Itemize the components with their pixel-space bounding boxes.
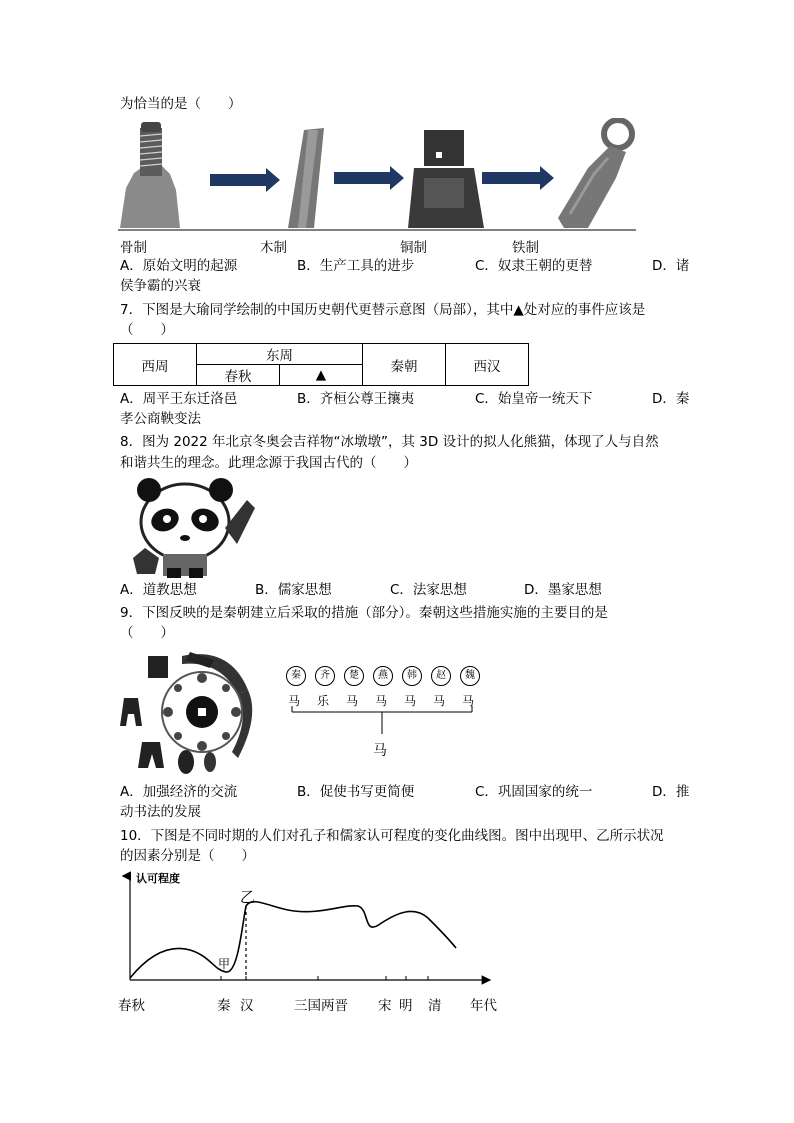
q7-option-d-wrap: 孝公商鞅变法	[120, 411, 201, 427]
bone-tool-image	[120, 122, 180, 228]
state-seal-0: 秦	[286, 666, 306, 686]
q8-option-c[interactable]: C．法家思想	[390, 582, 467, 598]
q8-option-a[interactable]: A．道教思想	[120, 582, 197, 598]
cell-triangle: ▲	[280, 365, 363, 386]
bing-dwen-dwen-mascot-image	[125, 478, 257, 578]
state-glyph-5: 马	[433, 694, 446, 708]
unified-currency-image	[120, 646, 270, 776]
q9-option-b[interactable]: B．促使书写更简便	[297, 784, 415, 800]
q6-option-c[interactable]: C．奴隶王朝的更替	[475, 258, 593, 274]
q9-stem: 9．下图反映的是秦朝建立后采取的措施（部分）。秦朝这些措施实施的主要目的是	[120, 605, 608, 621]
state-glyph-4: 马	[404, 694, 417, 708]
arrow-2-icon	[334, 166, 404, 190]
q9-option-c[interactable]: C．巩固国家的统一	[475, 784, 593, 800]
x-tick-han: 汉	[240, 998, 254, 1014]
q7-option-b[interactable]: B．齐桓公尊王攘夷	[297, 391, 415, 407]
q9-option-d-wrap: 动书法的发展	[120, 804, 201, 820]
q6-stem-tail: 为恰当的是（ ）	[120, 96, 242, 112]
state-seal-6: 魏	[460, 666, 480, 686]
annotation-yi: 乙	[240, 888, 256, 906]
q7-option-d[interactable]: D．秦	[652, 391, 690, 407]
x-tick-qin: 秦	[217, 998, 231, 1014]
q8-stem-line2: 和谐共生的理念。此理念源于我国古代的（ ）	[120, 455, 417, 471]
q7-stem-paren: （ ）	[120, 322, 174, 338]
state-glyph-2: 马	[346, 694, 359, 708]
q8-option-b[interactable]: B．儒家思想	[255, 582, 332, 598]
arrow-1-icon	[210, 168, 280, 192]
x-tick-qing: 清	[428, 998, 442, 1014]
annotation-jia: 甲	[218, 957, 231, 971]
cell-xizhou: 西周	[114, 344, 197, 386]
tool-label-iron: 铁制	[512, 240, 539, 256]
tool-label-wood: 木制	[260, 240, 287, 256]
q7-stem: 7．下图是大瑜同学绘制的中国历史朝代更替示意图（局部），其中▲处对应的事件应该是	[120, 302, 646, 318]
bronze-tool-image	[408, 130, 484, 228]
q10-stem-line1: 10．下图是不同时期的人们对孔子和儒家认可程度的变化曲线图。图中出现甲、乙所示状况	[120, 828, 664, 844]
x-tick-chunqiu: 春秋	[118, 998, 145, 1014]
state-seal-1: 齐	[315, 666, 335, 686]
state-seal-4: 韩	[402, 666, 422, 686]
x-tick-ming: 明	[399, 998, 413, 1014]
state-glyph-1: 乐	[317, 694, 330, 708]
x-tick-sanguo: 三国两晋	[294, 998, 348, 1014]
q10-stem-line2: 的因素分别是（ ）	[120, 848, 255, 864]
state-seal-3: 燕	[373, 666, 393, 686]
x-axis-label: 年代	[470, 998, 497, 1014]
wood-tool-image	[288, 128, 324, 228]
x-tick-song: 宋	[378, 998, 392, 1014]
q9-option-a[interactable]: A．加强经济的交流	[120, 784, 238, 800]
q7-option-c[interactable]: C．始皇帝一统天下	[475, 391, 593, 407]
q8-option-d[interactable]: D．墨家思想	[524, 582, 602, 598]
cell-chunqiu: 春秋	[197, 365, 280, 386]
q7-option-a[interactable]: A．周平王东迁洛邑	[120, 391, 238, 407]
state-seal-5: 赵	[431, 666, 451, 686]
tool-label-bronze: 铜制	[400, 240, 427, 256]
cell-xihan: 西汉	[446, 344, 529, 386]
state-glyph-6: 马	[462, 694, 475, 708]
q6-tools-figure	[118, 118, 638, 233]
iron-tool-image	[558, 120, 632, 228]
q6-option-d-wrap: 侯争霸的兴衰	[120, 278, 201, 294]
state-glyph-0: 马	[288, 694, 301, 708]
state-glyph-3: 马	[375, 694, 388, 708]
dynasty-table	[113, 343, 529, 386]
arrow-3-icon	[482, 166, 554, 190]
cell-qin: 秦朝	[363, 344, 446, 386]
unified-glyph: 马	[373, 743, 387, 759]
q8-stem-line1: 8．图为 2022 年北京冬奥会吉祥物“冰墩墩”，其 3D 设计的拟人化熊猫，体现了人与自然	[120, 434, 659, 450]
q6-option-a[interactable]: A．原始文明的起源	[120, 258, 238, 274]
cell-dongzhou: 东周	[197, 344, 363, 365]
y-axis-label: 认可程度	[136, 872, 180, 885]
q9-option-d[interactable]: D．推	[652, 784, 690, 800]
state-seal-2: 楚	[344, 666, 364, 686]
tool-label-bone: 骨制	[120, 240, 147, 256]
recognition-curve	[130, 902, 456, 978]
q6-option-d[interactable]: D．诸	[652, 258, 690, 274]
q9-stem-paren: （ ）	[120, 625, 174, 641]
q6-option-b[interactable]: B．生产工具的进步	[297, 258, 415, 274]
